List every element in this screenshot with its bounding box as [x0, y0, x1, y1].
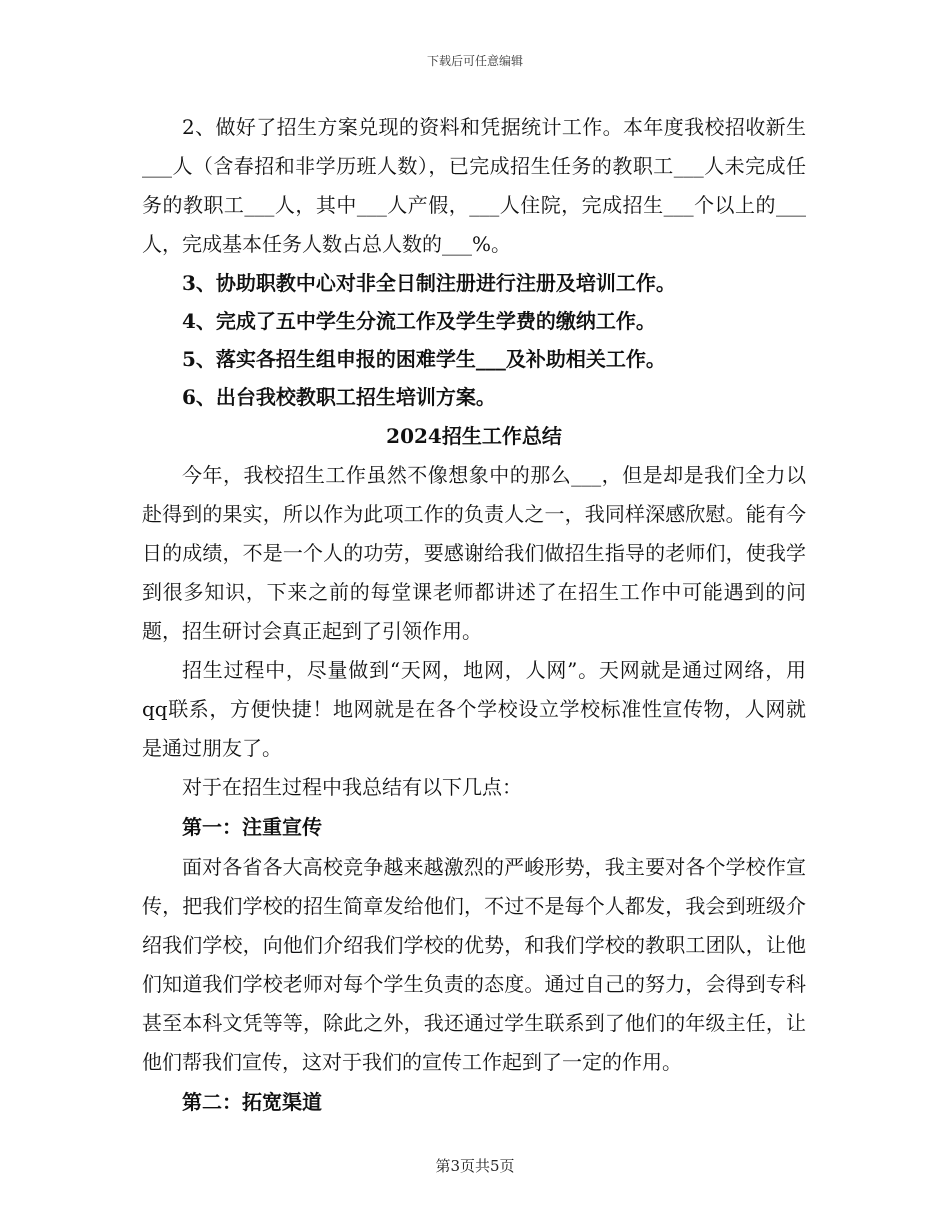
page-header: 下载后可任意编辑 — [426, 54, 523, 68]
document-body — [142, 108, 806, 1123]
heading-first: 第一：注重宣传 — [182, 815, 322, 839]
paragraph-intro: 今年，我校招生工作虽然不像想象中的那么___，但是却是我们全力以赴得到的果实，所以作为此项工作的负责人之一，我同样深感欣慰。能有今日的成绩，不是一个人的功劳，要感谢给我们做招生指导的老师们，使我学到很多知识，下来之前的每堂课老师都讲述了在招生工作中可能遇到的问题，招生研讨会真正起到了引领作用。 — [142, 463, 806, 643]
list-item-5: 5、落实各招生组申报的困难学生___及补助相关工作。 — [182, 347, 666, 371]
paragraph-three-nets: 招生过程中，尽量做到“天网，地网，人网”。天网就是通过网络，用qq联系，方便快捷！地网就是在各个学校设立学校标准性宣传物，人网就是通过朋友了。 — [142, 658, 806, 760]
list-item-2: 2、做好了招生方案兑现的资料和凭据统计工作。本年度我校招收新生___人（含春招和非学历班人数），已完成招生任务的教职工___人未完成任务的教职工___人，其中___人产假，___人住院，完成招生___个以上的___人，完成基本任务人数占总人数的___%。 — [142, 115, 806, 256]
list-item-4: 4、完成了五中学生分流工作及学生学费的缴纳工作。 — [182, 309, 656, 333]
heading-second: 第二：拓宽渠道 — [182, 1090, 322, 1114]
list-item-6: 6、出台我校教职工招生培训方案。 — [182, 385, 496, 409]
paragraph-publicity: 面对各省各大高校竞争越来越激烈的严峻形势，我主要对各个学校作宣传，把我们学校的招生简章发给他们，不过不是每个人都发，我会到班级介绍我们学校，向他们介绍我们学校的优势，和我们学校的教职工团队，让他们知道我们学校老师对每个学生负责的态度。通过自己的努力，会得到专科甚至本科文凭等等，除此之外，我还通过学生联系到了他们的年级主任，让他们帮我们宣传，这对于我们的宣传工作起到了一定的作用。 — [142, 855, 806, 1074]
paragraph-summary-lead: 对于在招生过程中我总结有以下几点： — [182, 775, 522, 799]
page-footer: 第3页共5页 — [435, 1157, 515, 1175]
section-title: 2024招生工作总结 — [386, 424, 562, 448]
list-item-3: 3、协助职教中心对非全日制注册进行注册及培训工作。 — [182, 271, 676, 295]
